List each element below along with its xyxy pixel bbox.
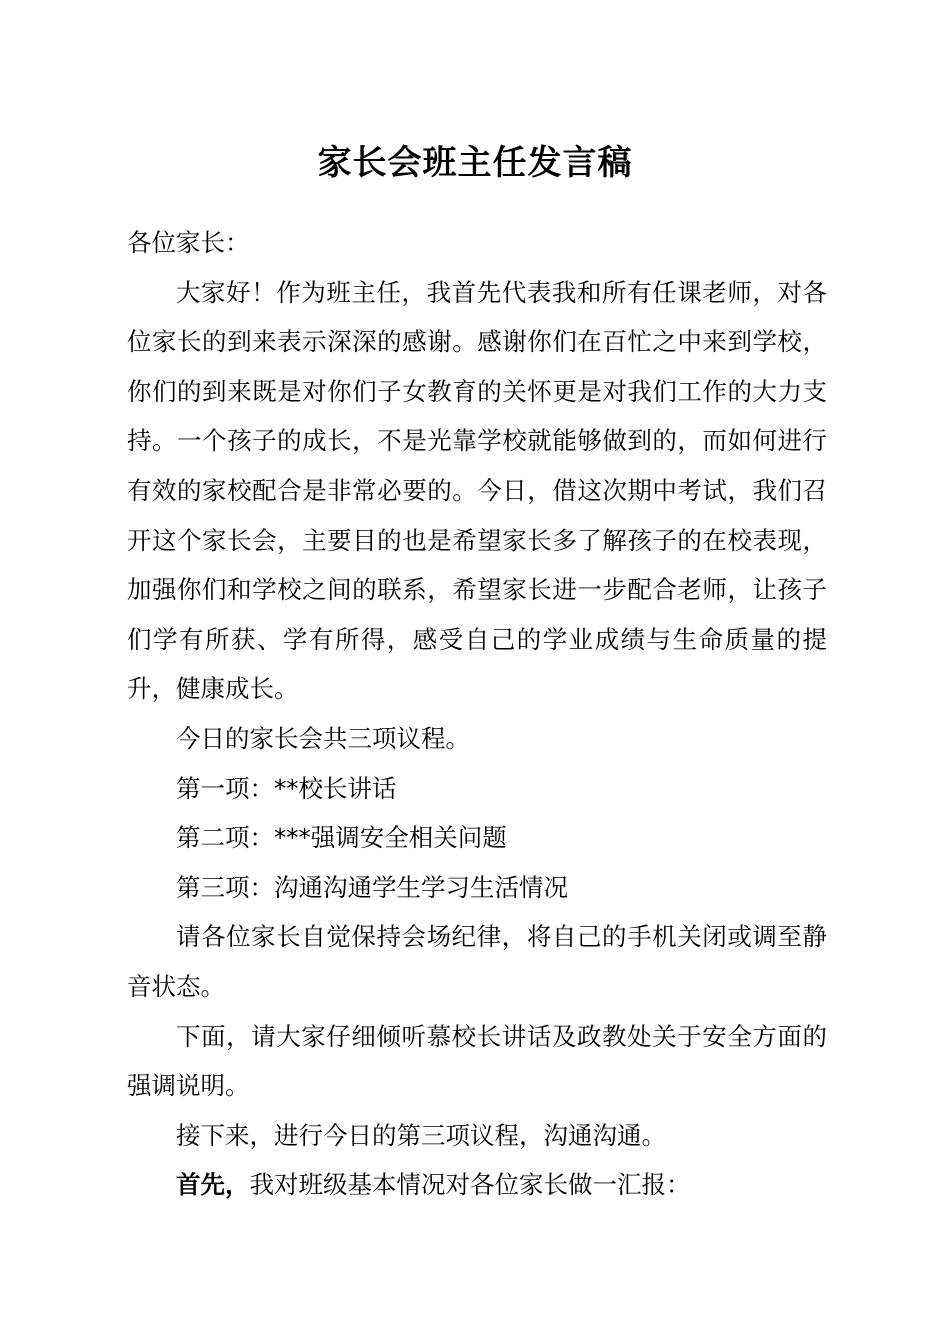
- salutation: 各位家长：: [127, 228, 250, 257]
- paragraph-agenda-intro: 今日的家长会共三项议程。: [176, 723, 470, 753]
- agenda-item-2: 第二项：***强调安全相关问题: [176, 823, 507, 853]
- paragraph-principal-speech: 下面，请大家仔细倾听慕校长讲话及政教处关于安全方面的强调说明。: [127, 1021, 827, 1101]
- paragraph-next-agenda: 接下来，进行今日的第三项议程，沟通沟通。: [176, 1120, 666, 1150]
- paragraph-discipline: 请各位家长自觉保持会场纪律，将自己的手机关闭或调至静音状态。: [127, 922, 827, 1001]
- paragraph-report-intro: [127, 1160, 827, 1210]
- report-lead: 首先，: [176, 1170, 250, 1200]
- document-body: [127, 218, 827, 1210]
- paragraph-greeting: 大家好！作为班主任，我首先代表我和所有任课老师，对各位家长的到来表示深深的感谢。感谢你们在百忙之中来到学校，你们的到来既是对你们子女教育的关怀更是对我们工作的大力支持。一个孩子的成长，不是光靠学校就能够做到的，而如何进行有效的家校配合是非常必要的。今日，借这次期中考试，我们召开这个家长会，主要目的也是希望家长多了解孩子的在校表现，加强你们和学校之间的联系，希望家长进一步配合老师，让孩子们学有所获、学有所得，感受自己的学业成绩与生命质量的提升，健康成长。: [127, 277, 827, 704]
- agenda-item-3: 第三项：沟通沟通学生学习生活情况: [176, 872, 568, 902]
- agenda-item-1: 第一项：**校长讲话: [176, 773, 397, 803]
- report-text: 我对班级基本情况对各位家长做一汇报：: [249, 1170, 691, 1200]
- document-title: 家长会班主任发言稿: [317, 143, 633, 183]
